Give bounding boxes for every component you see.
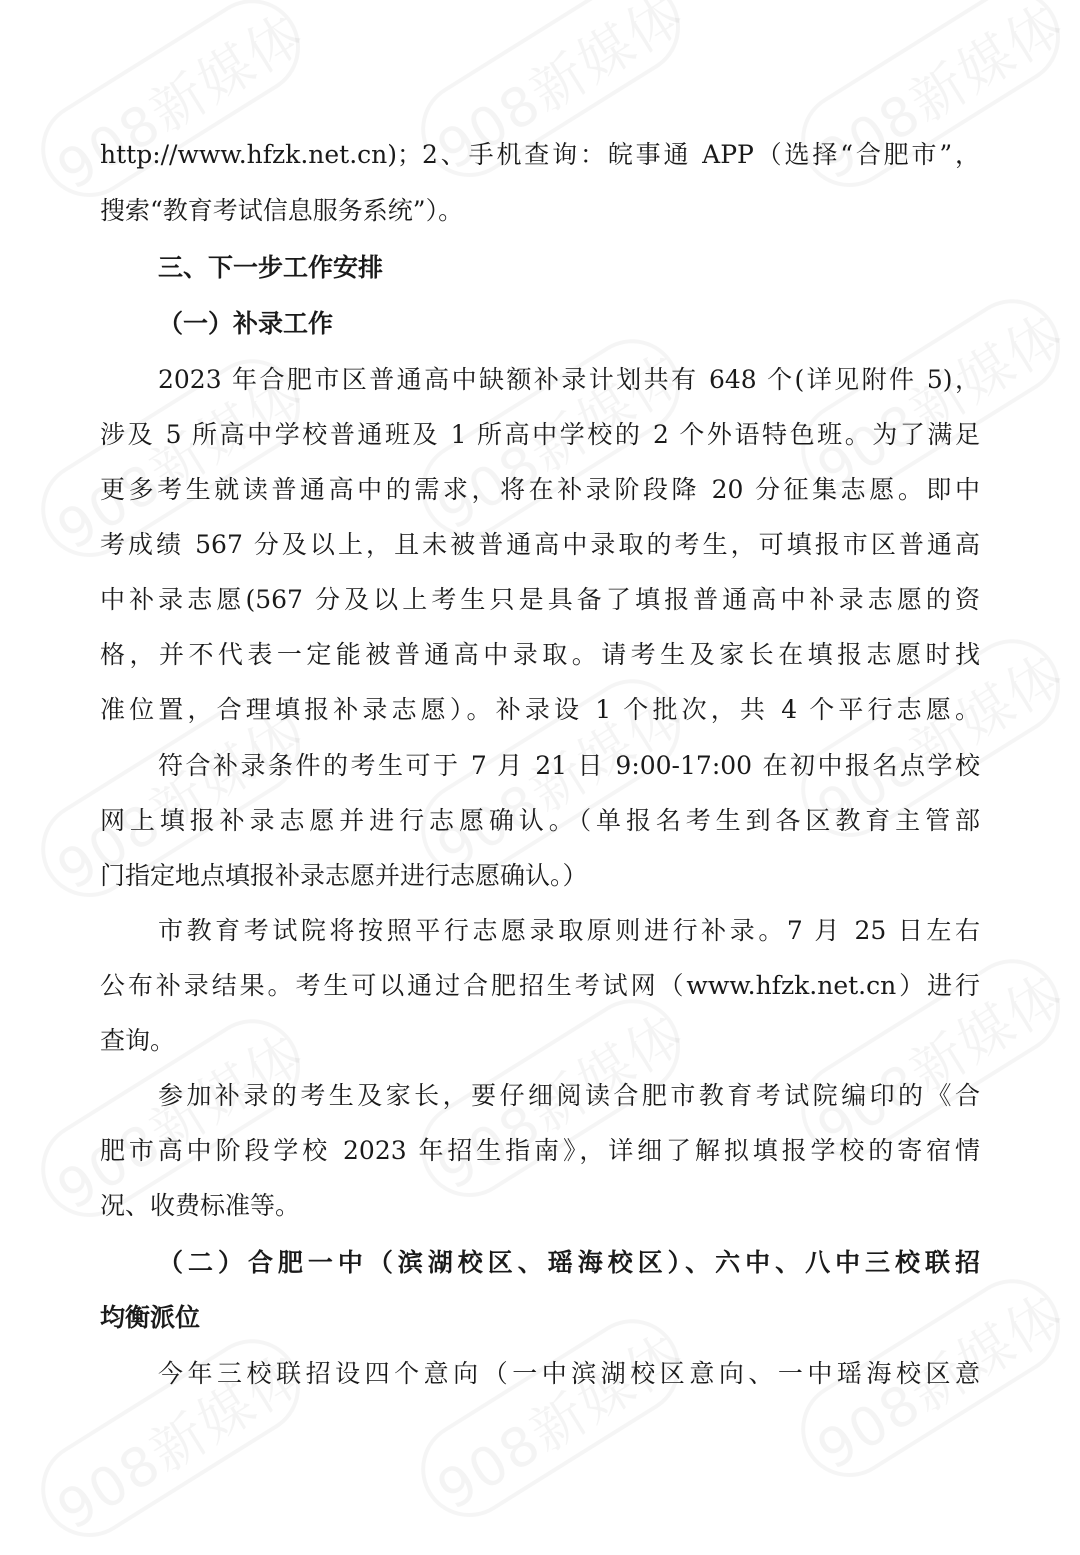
paragraph-line: 准位置，合理填报补录志愿）。补录设 1 个批次，共 4 个平行志愿。 bbox=[100, 695, 980, 724]
watermark bbox=[421, 1312, 697, 1524]
section-heading: 三、下一步工作安排 bbox=[158, 253, 384, 282]
paragraph-line: 更多考生就读普通高中的需求，将在补录阶段降 20 分征集志愿。即中 bbox=[100, 475, 980, 504]
paragraph-line: 参加补录的考生及家长，要仔细阅读合肥市教育考试院编印的《合 bbox=[158, 1081, 980, 1110]
paragraph-line: 2023 年合肥市区普通高中缺额补录计划共有 648 个(详见附件 5)， bbox=[158, 365, 980, 394]
paragraph-line: 市教育考试院将按照平行志愿录取原则进行补录。7 月 25 日左右 bbox=[158, 916, 980, 945]
paragraph-line: 考成绩 567 分及以上，且未被普通高中录取的考生，可填报市区普通高 bbox=[100, 530, 980, 559]
paragraph-line: 今年三校联招设四个意向（一中滨湖校区意向、一中瑶海校区意 bbox=[158, 1359, 980, 1388]
paragraph-line: http://www.hfzk.net.cn)；2、手机查询：皖事通 APP（选择“合肥市”， bbox=[100, 140, 980, 169]
paragraph-line: 肥市高中阶段学校 2023 年招生指南》，详细了解拟填报学校的寄宿情 bbox=[100, 1136, 980, 1165]
paragraph-line: 网上填报补录志愿并进行志愿确认。（单报名考生到各区教育主管部 bbox=[100, 806, 980, 835]
subsection-heading: （二）合肥一中（滨湖校区、瑶海校区）、六中、八中三校联招 bbox=[158, 1248, 980, 1277]
paragraph-line: 况、收费标准等。 bbox=[100, 1191, 301, 1220]
paragraph-line: 公布补录结果。考生可以通过合肥招生考试网（www.hfzk.net.cn）进行 bbox=[100, 971, 980, 1000]
paragraph-line: 符合补录条件的考生可于 7 月 21 日 9:00-17:00 在初中报名点学校 bbox=[158, 751, 980, 780]
subsection-heading: （一）补录工作 bbox=[158, 309, 334, 338]
watermark bbox=[41, 0, 317, 205]
paragraph-line: 中补录志愿(567 分及以上考生只是具备了填报普通高中补录志愿的资 bbox=[100, 585, 980, 614]
paragraph-line: 涉及 5 所高中学校普通班及 1 所高中学校的 2 个外语特色班。为了满足 bbox=[100, 420, 980, 449]
subsection-heading: 均衡派位 bbox=[100, 1303, 201, 1332]
paragraph-line: 查询。 bbox=[100, 1026, 176, 1055]
paragraph-line: 格，并不代表一定能被普通高中录取。请考生及家长在填报志愿时找 bbox=[100, 640, 980, 669]
paragraph-line: 门指定地点填报补录志愿并进行志愿确认。） bbox=[100, 861, 588, 890]
paragraph-line: 搜索“教育考试信息服务系统”）。 bbox=[100, 196, 464, 225]
watermark bbox=[801, 292, 1077, 504]
